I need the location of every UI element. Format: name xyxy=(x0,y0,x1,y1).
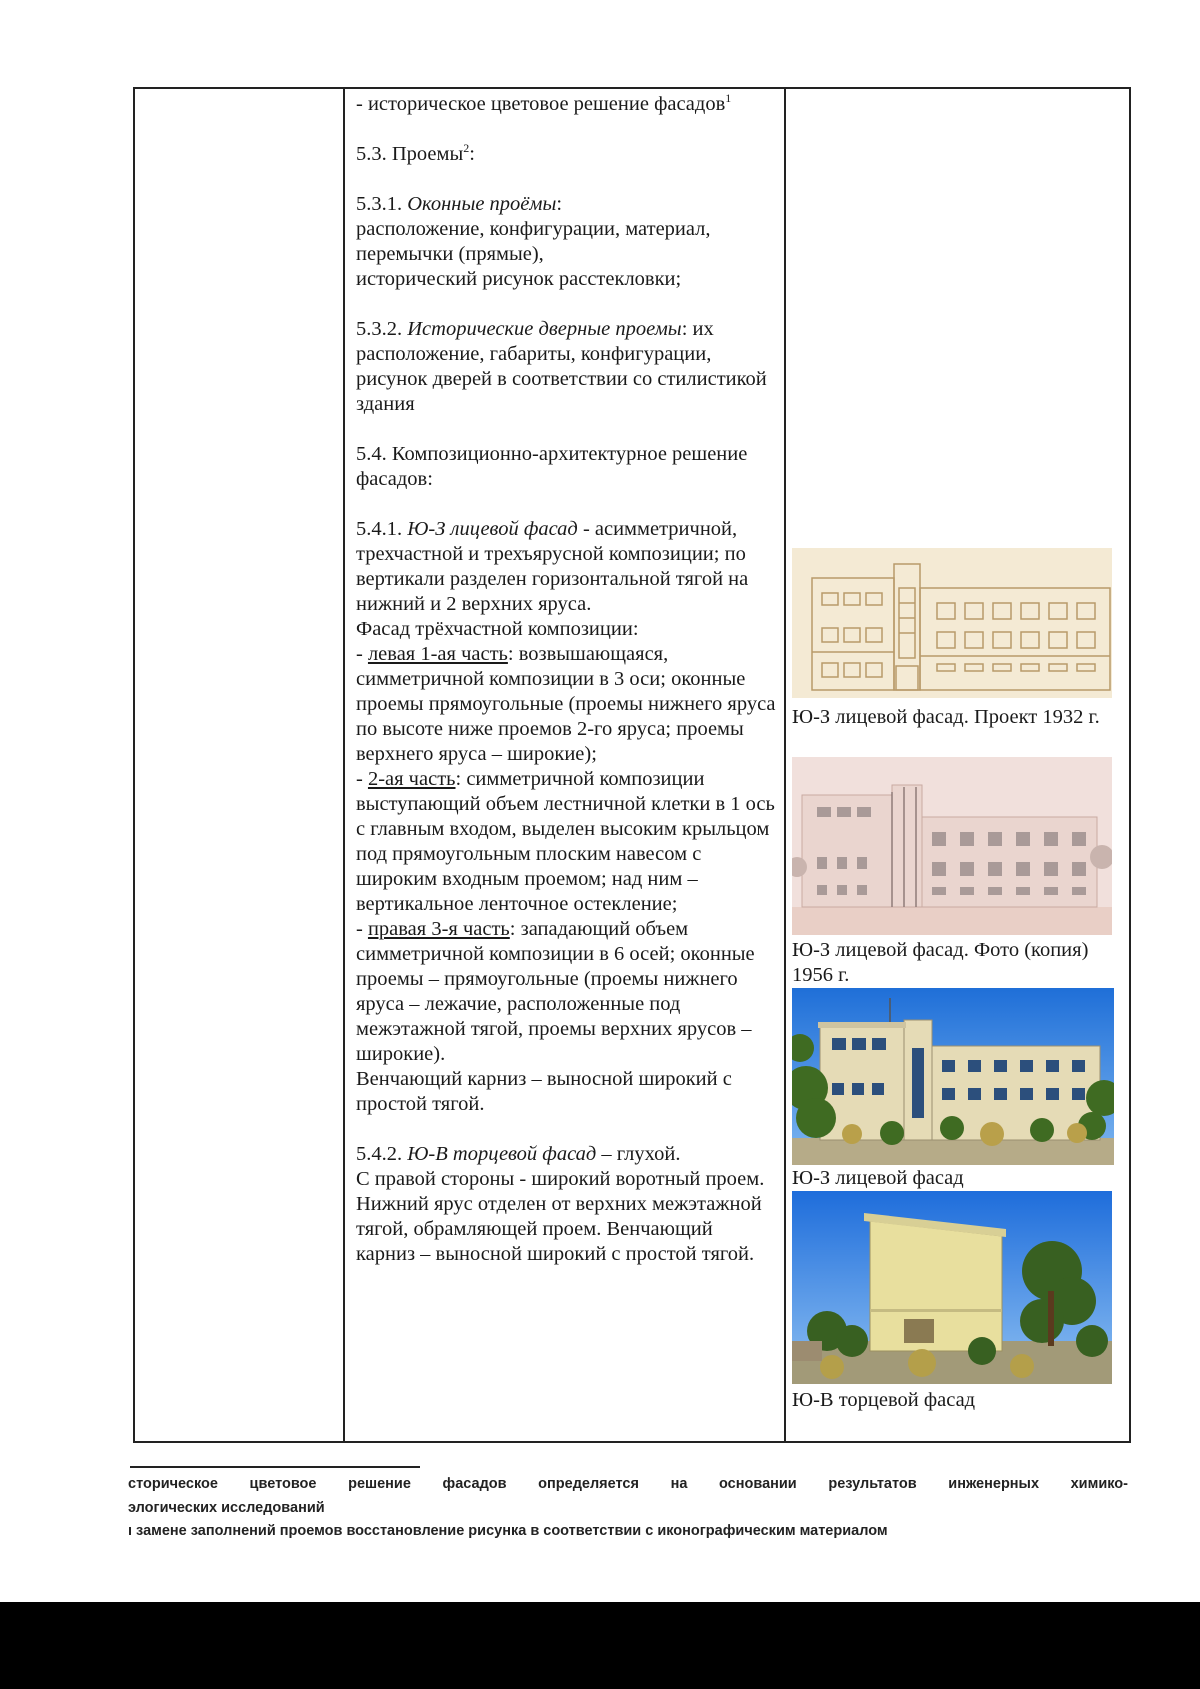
footnote-2: ı замене заполнений проемов восстановление рисунка в соответствии с иконографическим материалом xyxy=(128,1523,888,1539)
footnote-1-line-1: сторическое цветовое решение фасадов определяется на основании результатов инженерных химико- xyxy=(128,1476,1128,1492)
paragraph-sw-facade: 5.4.1. Ю-З лицевой фасад - асимметричной, трехчастной и трехъярусной композиции; по вертикали разделен горизонтальной тягой на нижний и 2 верхних яруса. Фасад трёхчастной композиции: - левая 1-ая часть: возвышающаяся, симметричной композиции в 3 оси; оконные проемы прямоугольные (проемы нижнего яруса по высоте ниже проемов 2-го яруса; проемы верхнего яруса – широкие); - 2-ая часть: симметричной композиции выступающий объем лестничной клетки в 1 ось с главным входом, выделен высоким крыльцом под прямоугольным плоским навесом с широким входным проемом; над ним – вертикальное ленточное остекление; - правая 3-я часть: западающий объем симметричной композиции в 6 осей; оконные проемы – прямоугольные (проемы нижнего яруса – лежачие, расположенные под межэтажной тягой, проемы верхних ярусов – широкие). Венчающий карниз – выносной широкий с простой тягой. xyxy=(356,518,776,1115)
table-divider-1 xyxy=(343,87,345,1443)
description-column xyxy=(356,92,776,1267)
caption-photo-1956: Ю-З лицевой фасад. Фото (копия) 1956 г. xyxy=(792,939,1089,986)
photo-1956-copy xyxy=(792,757,1112,935)
footnote-1-line-2: элогических исследований xyxy=(128,1500,325,1516)
caption-se-facade: Ю-В торцевой фасад xyxy=(792,1389,976,1411)
footnote-separator xyxy=(130,1466,420,1468)
paragraph-se-facade: 5.4.2. Ю-В торцевой фасад – глухой. С правой стороны - широкий воротный проем. Нижний ярус отделен от верхних межэтажной тягой, обрамляющей проем. Венчающий карниз – выносной широкий с простой тягой. xyxy=(356,1143,765,1265)
footnote-ref-1[interactable]: 1 xyxy=(725,91,732,106)
caption-project-1932: Ю-З лицевой фасад. Проект 1932 г. xyxy=(792,706,1100,728)
paragraph-door-openings: 5.3.2. Исторические дверные проемы: их расположение, габариты, конфигурации, рисунок дверей в соответствии со стилистикой здания xyxy=(356,318,767,415)
footnote-ref-2[interactable]: 2 xyxy=(463,141,470,156)
table-border-left xyxy=(133,87,135,1443)
photo-sw-facade xyxy=(792,988,1114,1165)
photo-se-facade xyxy=(792,1191,1112,1384)
table-border-right xyxy=(1129,87,1131,1443)
heading-openings: 5.3. Проемы$^2$: xyxy=(356,141,475,165)
table-divider-2 xyxy=(784,87,786,1443)
paragraph-color: - историческое цветовое решение фасадов$^1$ xyxy=(356,91,732,115)
scan-black-border xyxy=(0,1602,1200,1689)
paragraph-window-openings: 5.3.1. Оконные проёмы: расположение, конфигурации, материал, перемычки (прямые), исторический рисунок расстекловки; xyxy=(356,193,711,290)
photo-project-1932 xyxy=(792,548,1112,698)
heading-composition: 5.4. Композиционно-архитектурное решение фасадов: xyxy=(356,443,748,490)
caption-sw-facade: Ю-З лицевой фасад xyxy=(792,1167,964,1189)
